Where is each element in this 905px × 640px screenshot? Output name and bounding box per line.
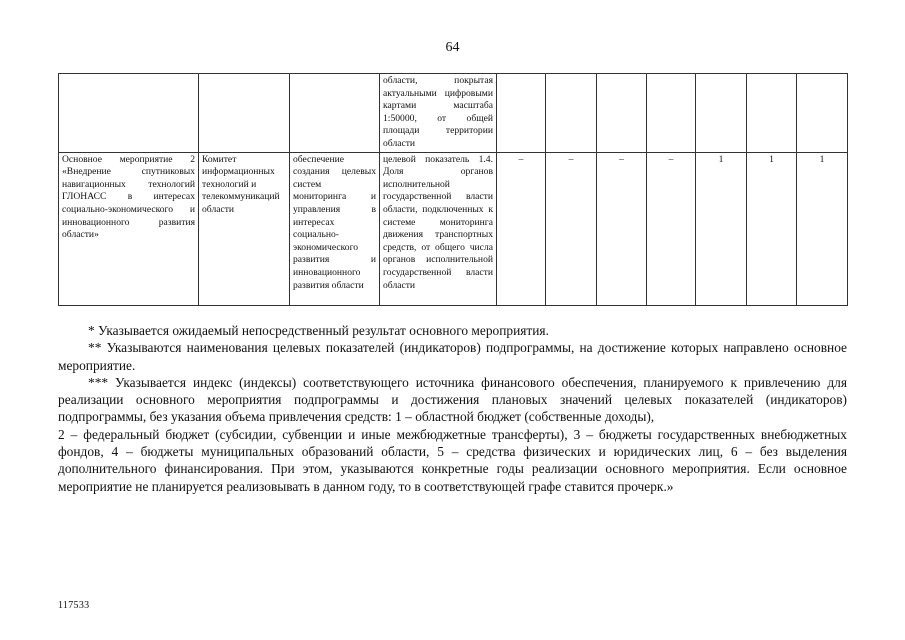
footnotes <box>58 322 847 495</box>
footnote-3-continuation: 2 – федеральный бюджет (субсидии, субвенции и иные межбюджетные трансферты), 3 – бюджеты государственных внебюджетных фондов, 4 – бюджеты муниципальных образований области, 5 – средства физических и юридических лиц, 6 – без выделения дополнительного финансирования. При этом, указываются конкретные годы реализации основного мероприятия. Если основное мероприятие не планируется реализовывать в данном году, то в соответствующей графе ставится прочерк.» <box>58 426 847 494</box>
footnote-2: ** Указываются наименования целевых показателей (индикаторов) подпрограммы, на достижение которых направлено основное мероприятие. <box>58 340 847 373</box>
footnote-3: *** Указывается индекс (индексы) соответствующего источника финансового обеспечения, планируемого к привлечению для реализации основного мероприятия подпрограммы и достижения плановых значений целевых показателей (индикаторов) подпрограммы, без указания объема привлечения средств: 1 – областной бюджет (собственные доходы), <box>58 374 847 425</box>
year-value-cell: – <box>597 152 647 305</box>
year-cell <box>597 74 647 153</box>
year-cell <box>546 74 597 153</box>
year-value-cell: – <box>546 152 597 305</box>
table-row <box>59 74 848 153</box>
year-cell <box>696 74 747 153</box>
measure-cell-empty <box>59 74 199 153</box>
measures-table <box>58 73 848 306</box>
document-id: 117533 <box>58 600 90 611</box>
measure-cell: Основное мероприятие 2 «Внедрение спутниковых навигационных технологий ГЛОНАСС в интересах социально-экономического и инновационного развития области» <box>59 152 199 305</box>
executor-cell-empty <box>199 74 290 153</box>
year-value-cell: 1 <box>696 152 747 305</box>
page-number: 64 <box>445 40 460 55</box>
year-cell <box>747 74 797 153</box>
indicator-cell: целевой показатель 1.4. Доля органов исполнительной государственной власти области, подключенных к системе мониторинга движения транспортных средств, от общего числа органов исполнительной государственной власти области <box>380 152 497 305</box>
indicator-cell: области, покрытая актуальными цифровыми картами масштаба 1:50000, от общей площади территории области <box>380 74 497 153</box>
year-cell <box>797 74 848 153</box>
year-value-cell: – <box>497 152 546 305</box>
year-cell <box>647 74 696 153</box>
footnote-1: * Указывается ожидаемый непосредственный результат основного мероприятия. <box>88 323 549 338</box>
table-row <box>59 152 848 305</box>
executor-cell: Комитет информационных технологий и телекоммуникаций области <box>199 152 290 305</box>
year-value-cell: – <box>647 152 696 305</box>
year-value-cell: 1 <box>747 152 797 305</box>
year-value-cell: 1 <box>797 152 848 305</box>
result-cell: обеспечение создания целевых систем мониторинга и управления в интересах социально-экономического развития и инновационного развития области <box>290 152 380 305</box>
result-cell-empty <box>290 74 380 153</box>
year-cell <box>497 74 546 153</box>
